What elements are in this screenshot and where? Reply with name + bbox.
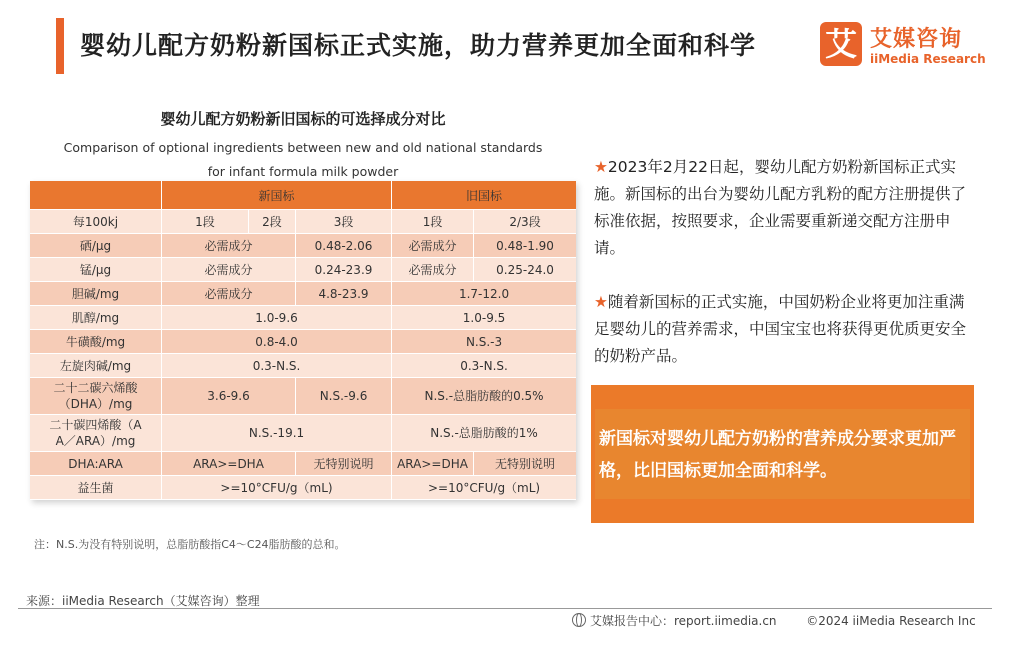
cell: 无特别说明 xyxy=(296,452,392,476)
table-row xyxy=(30,306,576,330)
footer-info xyxy=(572,612,976,629)
col-old-stage1: 1段 xyxy=(392,210,474,234)
cell: ARA>=DHA xyxy=(392,452,474,476)
logo-english-name: iiMedia Research xyxy=(870,52,986,66)
col-label: 每100kj xyxy=(30,210,162,234)
col-new-stage1: 1段 xyxy=(162,210,249,234)
col-new-stage3: 3段 xyxy=(296,210,392,234)
row-label: 锰/μg xyxy=(30,258,162,282)
table-subtitle-line1: Comparison of optional ingredients between new and old national standards xyxy=(63,140,543,155)
table-subtitle-line2: for infant formula milk powder xyxy=(207,164,399,179)
row-label-line1: 二十碳四烯酸（A xyxy=(49,418,142,432)
group-new-standard: 新国标 xyxy=(162,181,392,210)
comparison-table xyxy=(30,181,576,500)
table-row xyxy=(30,378,576,415)
table-title: 婴幼儿配方奶粉新旧国标的可选择成分对比 xyxy=(160,110,446,128)
table-row xyxy=(30,415,576,452)
cell: 0.48-2.06 xyxy=(296,234,392,258)
cell: 1.0-9.6 xyxy=(162,306,392,330)
cell: 必需成分 xyxy=(392,258,474,282)
row-label xyxy=(30,415,162,452)
row-label: 肌醇/mg xyxy=(30,306,162,330)
logo-chinese-name: 艾媒咨询 xyxy=(870,27,963,52)
table-row xyxy=(30,476,576,500)
row-label: 益生菌 xyxy=(30,476,162,500)
point-1 xyxy=(594,154,974,262)
cell: 必需成分 xyxy=(392,234,474,258)
iimedia-logo xyxy=(820,22,986,72)
cell: 必需成分 xyxy=(162,282,296,306)
cell: 1.0-9.5 xyxy=(392,306,576,330)
row-label-line2: A／ARA）/mg xyxy=(55,434,136,448)
group-old-standard: 旧国标 xyxy=(392,181,576,210)
row-label: 左旋肉碱/mg xyxy=(30,354,162,378)
table-row xyxy=(30,282,576,306)
table-row xyxy=(30,258,576,282)
table-footnote: 注：N.S.为没有特别说明，总脂肪酸指C4～C24脂肪酸的总和。 xyxy=(34,538,346,551)
cell: 0.48-1.90 xyxy=(474,234,576,258)
cell: 必需成分 xyxy=(162,258,296,282)
point-1-text: 2023年2月22日起，婴幼儿配方奶粉新国标正式实施。新国标的出台为婴幼儿配方乳粉的配方注册提供了标准依据，按照要求，企业需要重新递交配方注册申请。 xyxy=(594,158,967,257)
row-label: 牛磺酸/mg xyxy=(30,330,162,354)
globe-icon xyxy=(572,613,586,627)
cell: 0.3-N.S. xyxy=(392,354,576,378)
cell: 0.24-23.9 xyxy=(296,258,392,282)
footer-divider xyxy=(18,608,992,609)
header-corner-cell xyxy=(30,181,162,210)
cell: ARA>=DHA xyxy=(162,452,296,476)
row-label-line2: （DHA）/mg xyxy=(58,397,133,411)
footer-copyright: ©2024 iiMedia Research Inc xyxy=(806,614,976,628)
cell: 1.7-12.0 xyxy=(392,282,576,306)
col-new-stage2: 2段 xyxy=(249,210,296,234)
cell: >=10°CFU/g（mL) xyxy=(392,476,576,500)
point-2 xyxy=(594,289,974,370)
cell: N.S.-19.1 xyxy=(162,415,392,452)
point-2-text: 随着新国标的正式实施，中国奶粉企业将更加注重满足婴幼儿的营养需求，中国宝宝也将获得更优质更安全的奶粉产品。 xyxy=(594,293,967,365)
star-icon: ★ xyxy=(594,158,608,176)
cell: N.S.-9.6 xyxy=(296,378,392,415)
cell: 无特别说明 xyxy=(474,452,576,476)
cell: 必需成分 xyxy=(162,234,296,258)
row-label: DHA:ARA xyxy=(30,452,162,476)
table-row xyxy=(30,234,576,258)
source-note: 来源：iiMedia Research（艾媒咨询）整理 xyxy=(26,594,260,608)
row-label: 胆碱/mg xyxy=(30,282,162,306)
cell: 0.25-24.0 xyxy=(474,258,576,282)
table-row xyxy=(30,330,576,354)
callout-text: 新国标对婴幼儿配方奶粉的营养成分要求更加严格，比旧国标更加全面和科学。 xyxy=(599,429,956,481)
table-row xyxy=(30,452,576,476)
row-label-line1: 二十二碳六烯酸 xyxy=(53,381,138,395)
cell: 3.6-9.6 xyxy=(162,378,296,415)
table-group-header xyxy=(30,181,576,210)
cell: N.S.-总脂肪酸的0.5% xyxy=(392,378,576,415)
logo-mark-icon: 艾 xyxy=(820,22,862,66)
cell: 4.8-23.9 xyxy=(296,282,392,306)
table-subtitle xyxy=(30,136,576,184)
col-old-stage23: 2/3段 xyxy=(474,210,576,234)
row-label: 硒/μg xyxy=(30,234,162,258)
footer-site[interactable]: 艾媒报告中心：report.iimedia.cn xyxy=(590,614,777,628)
cell: 0.8-4.0 xyxy=(162,330,392,354)
table-row xyxy=(30,354,576,378)
cell: >=10°CFU/g（mL) xyxy=(162,476,392,500)
table-column-header xyxy=(30,210,576,234)
cell: N.S.-3 xyxy=(392,330,576,354)
page-title: 婴幼儿配方奶粉新国标正式实施，助力营养更加全面和科学 xyxy=(80,31,757,60)
cell: 0.3-N.S. xyxy=(162,354,392,378)
row-label xyxy=(30,378,162,415)
conclusion-callout xyxy=(591,385,974,523)
cell: N.S.-总脂肪酸的1% xyxy=(392,415,576,452)
star-icon: ★ xyxy=(594,293,608,311)
title-accent-bar xyxy=(56,18,64,74)
